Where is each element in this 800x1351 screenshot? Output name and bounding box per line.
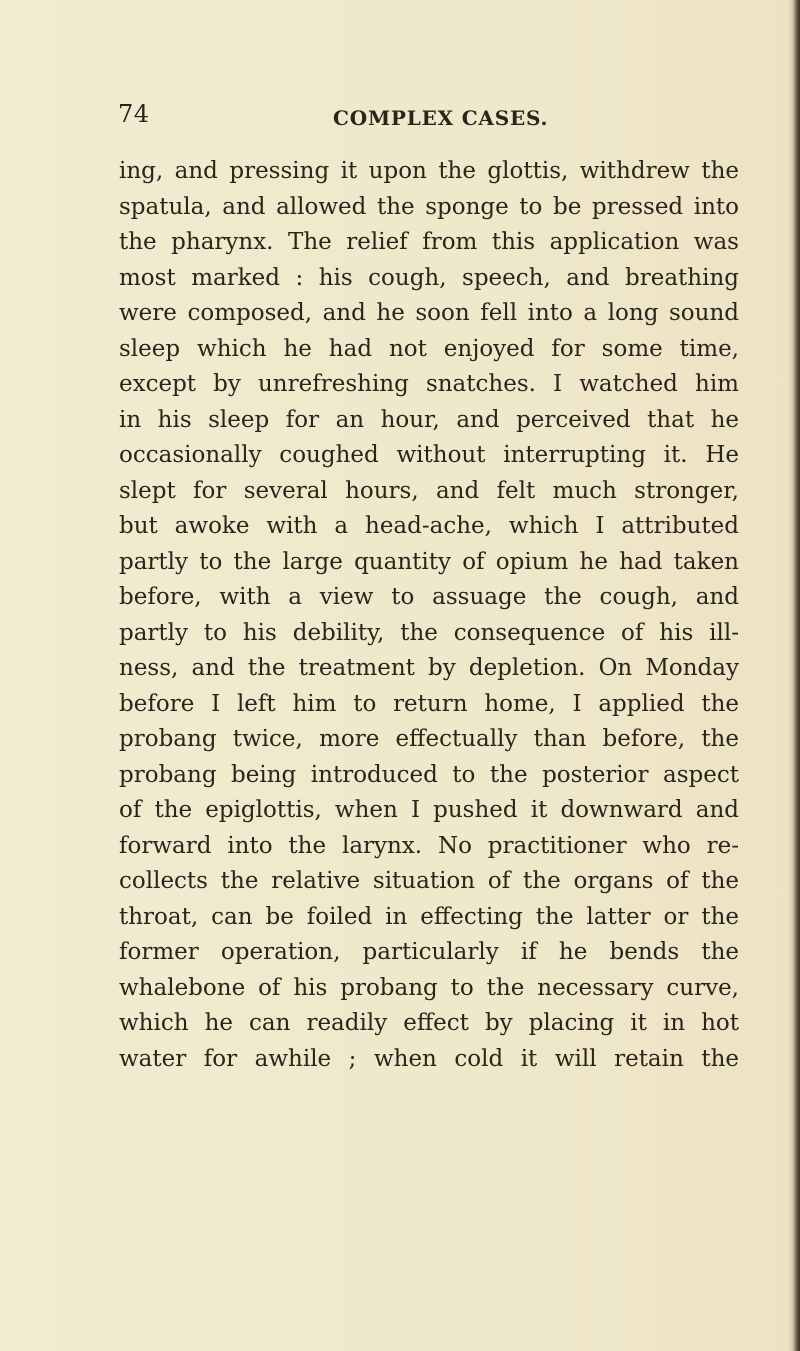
text-line: the pharynx. The relief from this application was (119, 229, 739, 255)
text-line: occasionally coughed without interrupting it. He (119, 442, 739, 468)
text-line: probang being introduced to the posterior aspect (119, 761, 739, 788)
text-line: probang twice, more effectually than before, the (119, 726, 739, 752)
text-line: ness, and the treatment by depletion. On Monday (119, 655, 739, 681)
text-line: forward into the larynx. No practitioner who re- (119, 832, 739, 859)
text-line: collects the relative situation of the organs of the (119, 868, 739, 894)
text-line: before I left him to return home, I applied the (119, 690, 739, 717)
text-line: spatula, and allowed the sponge to be pressed into (119, 193, 739, 220)
text-line: slept for several hours, and felt much stronger, (119, 477, 739, 504)
text-line: of the epiglottis, when I pushed it downward and (119, 797, 739, 823)
text-line: before, with a view to assuage the cough, and (119, 584, 739, 610)
text-line: most marked : his cough, speech, and breathing (119, 264, 739, 291)
text-line: partly to the large quantity of opium he had taken (119, 548, 739, 575)
text-line: water for awhile ; when cold it will retain the (119, 1045, 739, 1072)
text-line: former operation, particularly if he bends the (119, 939, 739, 965)
text-line: ing, and pressing it upon the glottis, withdrew the (119, 158, 739, 184)
page-edge-shadow (786, 0, 800, 1351)
text-line: were composed, and he soon fell into a long sound (119, 300, 739, 326)
running-head: COMPLEX CASES. (333, 106, 549, 130)
text-line: throat, can be foiled in effecting the latter or the (119, 903, 739, 930)
text-line: whalebone of his probang to the necessary curve, (119, 974, 739, 1001)
text-line: in his sleep for an hour, and perceived that he (119, 406, 739, 433)
body-text (119, 154, 739, 1077)
text-line: partly to his debility, the consequence of his ill- (119, 619, 739, 646)
text-line: except by unrefreshing snatches. I watched him (119, 371, 739, 397)
page-number: 74 (118, 100, 150, 128)
text-line: which he can readily effect by placing it in hot (119, 1010, 739, 1036)
text-line: sleep which he had not enjoyed for some time, (119, 335, 739, 362)
text-line: but awoke with a head-ache, which I attributed (119, 513, 739, 539)
